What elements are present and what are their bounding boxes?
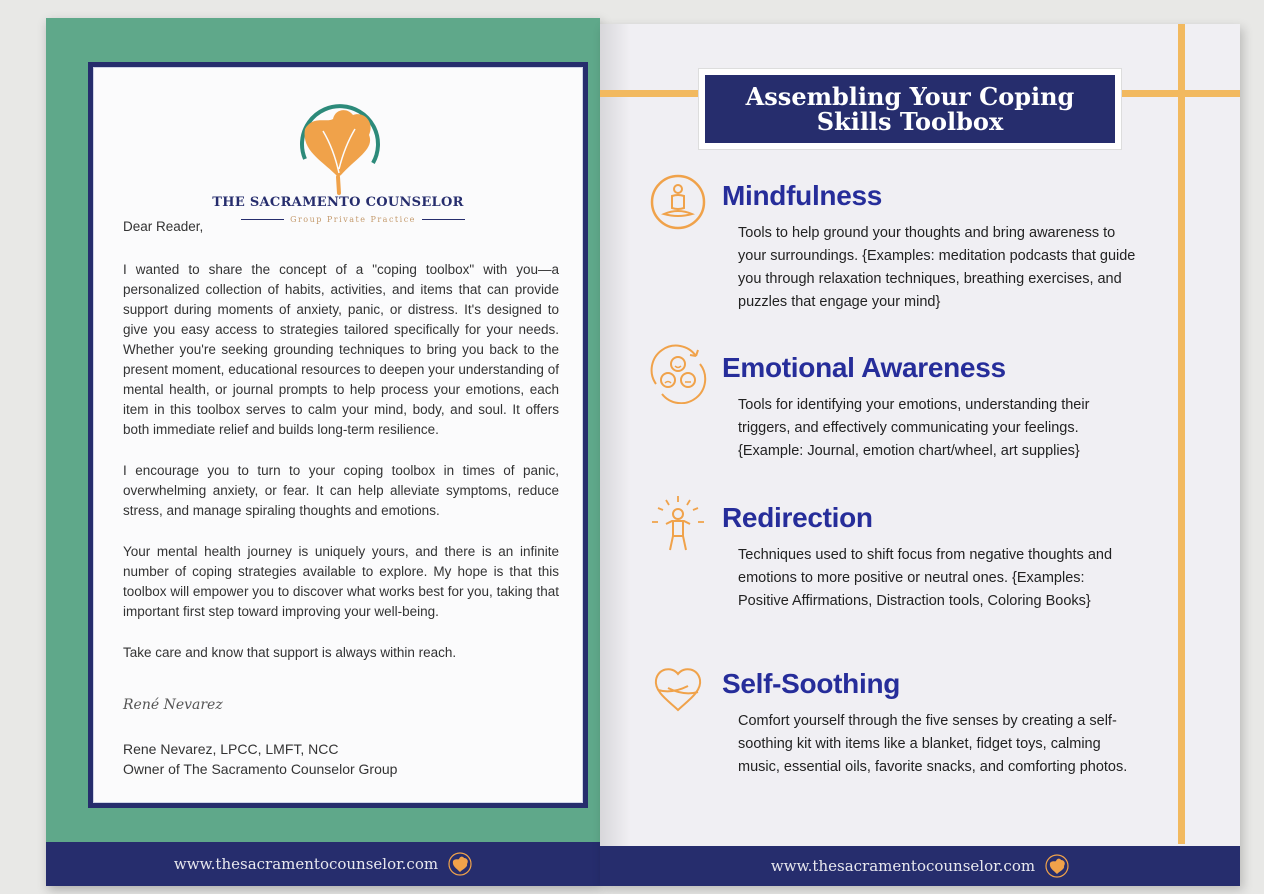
letter-greeting: Dear Reader, <box>123 219 204 234</box>
ginkgo-leaf-logo-icon <box>283 89 393 199</box>
signer-block <box>123 739 397 779</box>
meditation-icon <box>648 172 708 232</box>
self-hug-icon <box>648 660 708 720</box>
logo-subtitle: Group Private Practice <box>290 214 416 224</box>
emotion-faces-icon <box>648 344 708 404</box>
section-title: Self-Soothing <box>722 668 901 699</box>
left-page <box>46 18 600 886</box>
signature: René Nevarez <box>123 697 223 713</box>
title-box <box>698 68 1122 150</box>
right-page <box>600 24 1240 886</box>
signer-name: Rene Nevarez, LPCC, LMFT, NCC <box>123 741 339 757</box>
section-title: Mindfulness <box>722 180 883 211</box>
letter-body <box>123 214 559 675</box>
section-description: Tools to help ground your thoughts and bring awareness to your surroundings. {Examples: meditation podcasts that guide you through relaxation techniques, breathing exercises, and puzzles that engage your mind} <box>738 225 1136 310</box>
ginkgo-leaf-logo-icon <box>448 852 472 876</box>
decorative-vertical-line <box>1178 24 1185 844</box>
ginkgo-leaf-logo-icon <box>1045 854 1069 878</box>
section-title: Redirection <box>722 502 873 533</box>
letter-closing: Take care and know that support is always within reach. <box>123 645 457 660</box>
section-description: Tools for identifying your emotions, understanding their triggers, and effectively communicating your feelings. {Example: Journal, emotion chart/wheel, art supplies} <box>738 397 1090 459</box>
page-title-line-2: Skills Toolbox <box>816 107 1004 136</box>
redirection-person-icon <box>648 494 708 554</box>
spine-shadow <box>600 24 630 886</box>
signer-title: Owner of The Sacramento Counselor Group <box>123 761 398 777</box>
footer-url-link[interactable]: www.thesacramentocounselor.com <box>770 857 1036 875</box>
letter-paragraph-2: I encourage you to turn to your coping toolbox in times of panic, overwhelming anxiety, or fear. It can help alleviate symptoms, reduce stress, and manage spiraling thoughts and emotions. <box>123 463 559 518</box>
page-title-line-1: Assembling Your Coping <box>745 82 1075 111</box>
section-title: Emotional Awareness <box>722 352 1006 383</box>
letter-paragraph-3: Your mental health journey is uniquely yours, and there is an infinite number of coping strategies available to explore. My hope is that this toolbox will empower you to discover what works best for you, taking that important first step toward improving your well-being. <box>123 544 559 619</box>
letter-paragraph-1: I wanted to share the concept of a "coping toolbox" with you—a personalized collection of habits, activities, and items that can provide support during moments of anxiety, panic, or distress. It's designed to give you easy access to strategies tailored specifically for your needs. Whether you're seeking grounding techniques to bring you back to the present moment, educational resources to deepen your understanding of mental health, or journal prompts to help process your emotions, each item in this toolbox serves to calm your mind, body, and soul. It offers both immediate relief and builds long-term resilience. <box>123 262 559 437</box>
left-footer <box>46 842 600 886</box>
logo-name: THE SACRAMENTO COUNSELOR <box>212 195 464 210</box>
section-description: Comfort yourself through the five senses by creating a self-soothing kit with items like a blanket, fidget toys, calming music, essential oils, favorite snacks, and comforting photos. <box>738 713 1128 775</box>
title-banner <box>705 75 1115 143</box>
right-footer <box>600 846 1240 886</box>
section-description: Techniques used to shift focus from negative thoughts and emotions to more positive or neutral ones. {Examples: Positive Affirmations, Distraction tools, Coloring Books} <box>738 547 1113 609</box>
footer-url-link[interactable]: www.thesacramentocounselor.com <box>173 855 439 873</box>
letter-frame <box>88 62 588 808</box>
